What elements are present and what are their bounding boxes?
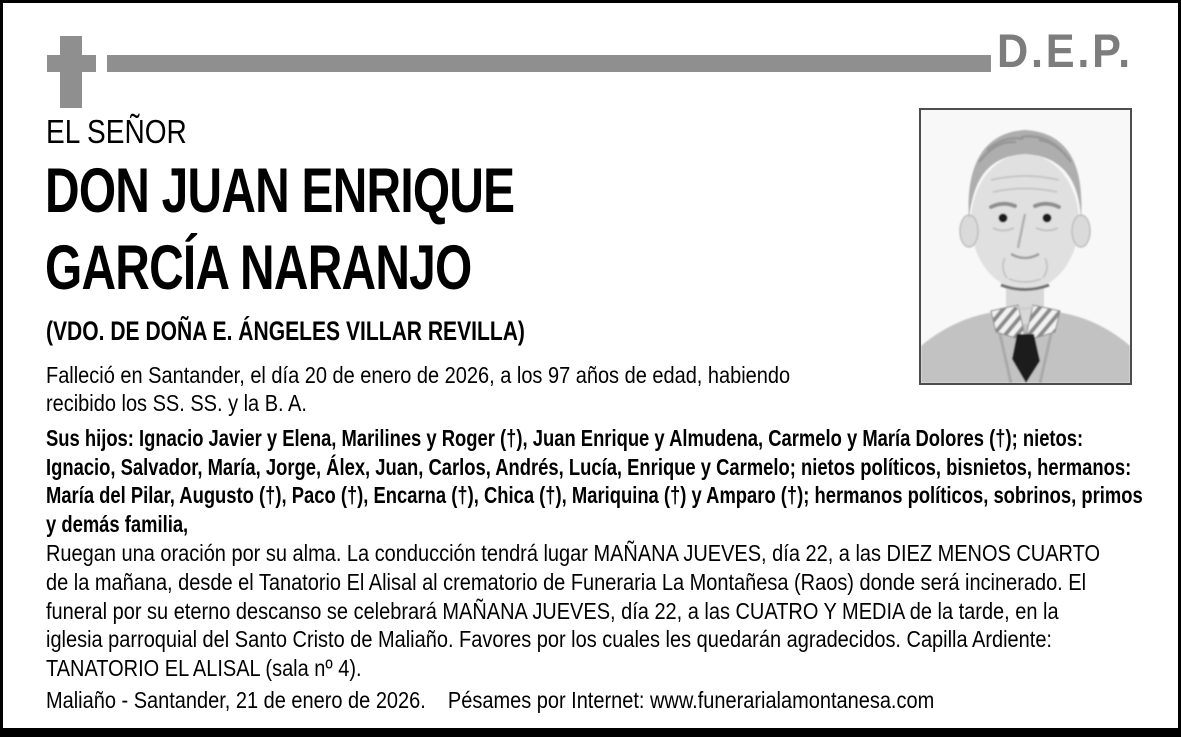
footer-condolences: Pésames por Internet: www.funerarialamontanesa.com bbox=[447, 687, 935, 713]
dep-text: D.E.P. bbox=[997, 24, 1133, 77]
separator-bar bbox=[107, 55, 991, 72]
funeral-paragraph: Ruegan una oración por su alma. La conducción tendrá lugar MAÑANA JUEVES, día 22, a las DIEZ MENOS CUARTO de la mañana, desde el Tanatorio El Alisal al crematorio de Funeraria La Montañesa (Raos) donde será incinerado. El funeral por su eterno descanso se celebrará MAÑANA JUEVES, día 22, a las CUATRO Y MEDIA de la tarde, en la iglesia parroquial del Santo Cristo de Maliaño. Favores por los cuales les quedarán agradecidos. Capilla Ardiente: TANATORIO EL ALISAL (sala nº 4). bbox=[46, 540, 1101, 682]
cross-icon-arm bbox=[47, 55, 96, 72]
footer-place-date: Maliaño - Santander, 21 de enero de 2026. bbox=[46, 687, 426, 713]
widower-line: (VDO. DE DOÑA E. ÁNGELES VILLAR REVILLA) bbox=[46, 316, 525, 346]
footer-line bbox=[46, 687, 934, 714]
death-paragraph: Falleció en Santander, el día 20 de enero de 2026, a los 97 años de edad, habiendo recibido los SS. SS. y la B. A. bbox=[46, 362, 791, 416]
deceased-name bbox=[45, 153, 514, 307]
cross-icon bbox=[60, 36, 82, 108]
deceased-name-line2: GARCÍA NARANJO bbox=[45, 233, 472, 303]
pretitle: EL SEÑOR bbox=[46, 113, 187, 150]
family-paragraph: Sus hijos: Ignacio Javier y Elena, Marilines y Roger (†), Juan Enrique y Almudena, Carmelo y María Dolores (†); nietos: Ignacio, Salvador, María, Jorge, Álex, Juan, Carlos, Andrés, Lucía, Enrique y Carmelo; nietos políticos, bisnietos, hermanos: María del Pilar, Augusto (†), Paco (†), Encarna (†), Chica (†), Mariquina (†) y Amparo (†); hermanos políticos, sobrinos, primos y demás familia, bbox=[46, 425, 1143, 537]
portrait-illustration bbox=[921, 110, 1130, 383]
portrait-photo bbox=[919, 108, 1132, 385]
deceased-name-line1: DON JUAN ENRIQUE bbox=[45, 156, 515, 226]
